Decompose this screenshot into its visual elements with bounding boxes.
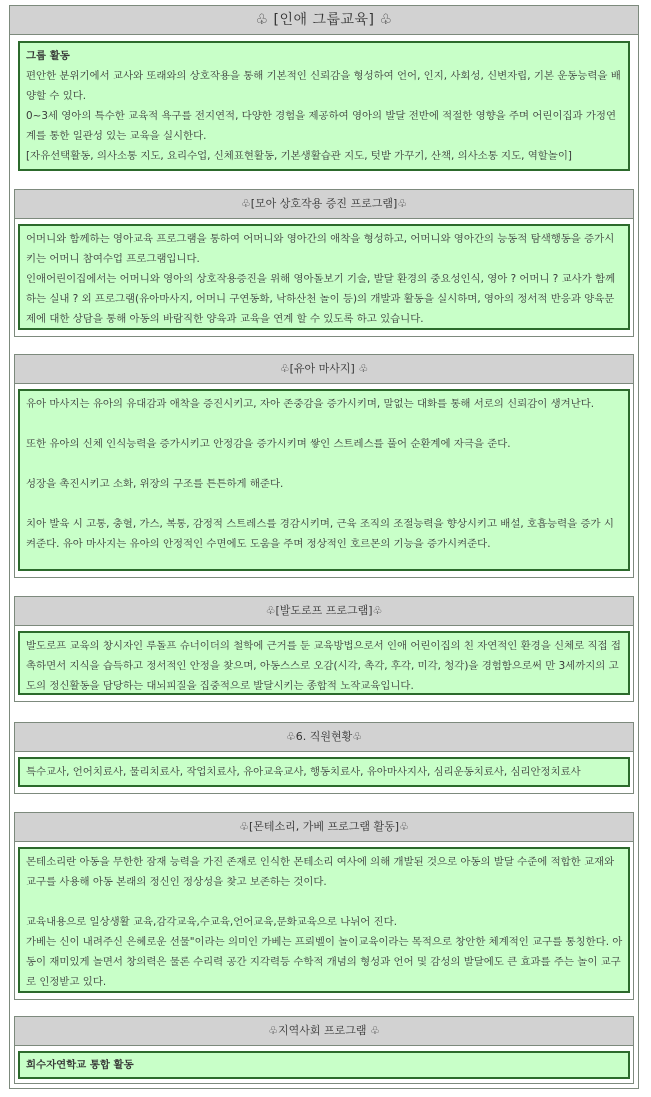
community-text-1: 희수자연학교 통합 활동 <box>26 1059 134 1071</box>
community-box <box>18 1051 630 1079</box>
mother-child-box <box>18 224 630 330</box>
montessori-text-2: 교육내용으로 일상생활 교육,감각교육,수교육,언어교육,문화교육으로 나뉘어 진다. <box>26 916 397 928</box>
massage-text-3: 성장을 촉진시키고 소화, 위장의 구조를 튼튼하게 해준다. <box>26 478 284 490</box>
waldorf-text-1: 발도로프 교육의 창시자인 루돌프 슈너이더의 철학에 근거를 둔 교육방법으로서 인애 어린이집의 친 자연적인 환경을 신체로 직접 접촉하면서 지식을 습득하고 정서적인 안정을 찾으며, 아동스스로 오감(시각, 촉각, 후각, 미각, 청각)을 경험함으로써 만 3세까지의 고도의 정신활동을 담당하는 대뇌피질을 집중적으로 발달시키는 종합적 노작교육입니다. <box>26 640 621 692</box>
infant-massage-box <box>18 389 630 571</box>
section-mother-child <box>14 189 634 337</box>
section-staff <box>14 722 634 794</box>
montessori-box <box>18 847 630 993</box>
group-activity-box <box>18 41 630 171</box>
page-title: ♧ [인애 그룹교육] ♧ <box>10 6 638 35</box>
mother-child-text-1: 어머니와 함께하는 영아교육 프로그램을 통하여 어머니와 영아간의 애착을 형성하고, 어머니와 영아간의 능동적 탐색행동을 증가시키는 어머니 참여수업 프로그램입니다. <box>26 233 615 265</box>
group-activity-title: 그룹 활동 <box>26 50 70 62</box>
section-header-montessori: ♧[몬테소리, 가베 프로그램 활동]♧ <box>15 813 633 842</box>
montessori-text-1: 몬테소리란 아동을 무한한 잠재 능력을 가진 존재로 인식한 몬테소리 여사에 의해 개발된 것으로 아동의 발달 수준에 적합한 교재와 교구를 사용해 아동 본래의 정신인 정상성을 찾고 보존하는 것이다. <box>26 856 615 888</box>
group-activity-text-2: 0~3세 영아의 특수한 교육적 욕구를 전지연적, 다양한 경험을 제공하여 영아의 발달 전반에 적절한 영향을 주며 어린이집과 가정연계를 통한 일관성 있는 교육을 실시한다. <box>26 110 616 142</box>
staff-text-1: 특수교사, 언어치료사, 물리치료사, 작업치료사, 유아교육교사, 행동치료사, 유아마사지사, 심리운동치료사, 심리안정치료사 <box>26 766 581 778</box>
mother-child-text-2: 인애어린이집에서는 어머니와 영아의 상호작용증진을 위해 영아돌보기 기술, 발달 환경의 중요성인식, 영아 ? 어머니 ? 교사가 함께하는 실내 ? 외 프로그램(유아마사지, 어머니 구연동화, 낙하산천 놀이 등)의 개발과 활동을 실시하며, 영아의 정서적 반응과 양육문제에 대한 상담을 통해 아동의 바람직한 양육과 교육을 연계 할 수 있도록 하고 있습니다. <box>26 273 616 325</box>
section-header-staff: ♧6. 직원현황♧ <box>15 723 633 752</box>
group-activity-text-3: [자유선택활동, 의사소통 지도, 요리수업, 신체표현활동, 기본생활습관 지도, 텃밭 가꾸기, 산책, 의사소통 지도, 역할놀이] <box>26 150 572 162</box>
group-activity-text-1: 편안한 분위기에서 교사와 또래와의 상호작용을 통해 기본적인 신뢰감을 형성하여 언어, 인지, 사회성, 신변자립, 기본 운동능력을 배양할 수 있다. <box>26 70 621 102</box>
massage-text-1: 유아 마사지는 유아의 유대감과 애착을 증진시키고, 자아 존중감을 증가시키며, 말없는 대화를 통해 서로의 신뢰감이 생겨난다. <box>26 398 595 410</box>
section-header-community: ♧지역사회 프로그램 ♧ <box>15 1017 633 1046</box>
staff-box <box>18 757 630 787</box>
waldorf-box <box>18 631 630 695</box>
massage-text-2: 또한 유아의 신체 인식능력을 증가시키고 안정감을 증가시키며 쌓인 스트레스를 풀어 순환계에 자극을 준다. <box>26 438 511 450</box>
section-montessori <box>14 812 634 1000</box>
montessori-text-3: 가베는 신이 내려주신 은혜로운 선물"이라는 의미인 가베는 프뢰벨이 놀이교육이라는 목적으로 창안한 체계적인 교구를 통칭한다. 아동이 재미있게 놀면서 창의력은 물론 수리력 공간 지각력등 수학적 개념의 형성과 언어 및 감성의 발달에도 큰 효과를 주는 놀이 교구로 인정받고 있다. <box>26 936 623 988</box>
section-header-infant-massage: ♧[유아 마사지] ♧ <box>15 355 633 384</box>
section-community <box>14 1016 634 1084</box>
section-header-mother-child: ♧[모아 상호작용 증진 프로그램]♧ <box>15 190 633 219</box>
section-infant-massage <box>14 354 634 578</box>
massage-text-4: 치아 발육 시 고통, 충혈, 가스, 복통, 감정적 스트레스를 경감시키며, 근육 조직의 조절능력을 향상시키고 배설, 호흡능력을 증가 시켜준다. 유아 마사지는 유아의 안정적인 수면에도 도움을 주며 정상적인 호르몬의 기능을 증가시켜준다. <box>26 518 614 550</box>
content-frame <box>9 5 639 1089</box>
section-header-waldorf: ♧[발도로프 프로그램]♧ <box>15 597 633 626</box>
section-waldorf <box>14 596 634 702</box>
